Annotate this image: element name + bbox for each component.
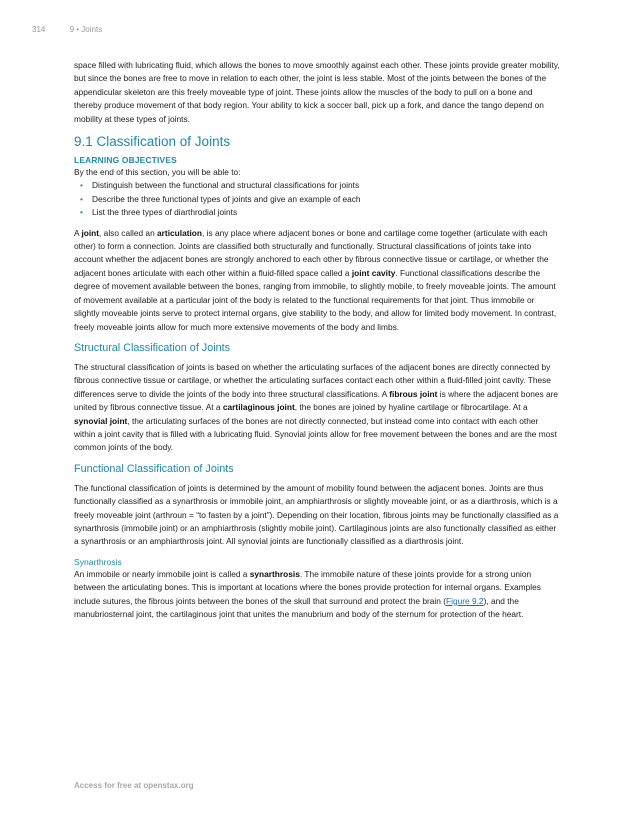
list-item: • Describe the three functional types of joints and give an example of each	[74, 193, 560, 206]
structural-heading: Structural Classification of Joints	[74, 341, 231, 354]
page-number: 314	[32, 25, 46, 34]
learning-objectives-intro: By the end of this section, you will be able to:	[74, 167, 241, 178]
list-item: • List the three types of diarthrodial joints	[74, 206, 560, 219]
figure-link[interactable]: Figure 9.2	[446, 595, 484, 606]
synarthrosis-paragraph: An immobile or nearly immobile joint is called a synarthrosis. The immobile nature of these joints provide for a strong union between the articulating bones. This is important at locations where the bones provide protection for internal organs. Examples include sutures, the fibrous joints between the bones of the skull that surround and protect the brain (Figure 9.2), and the manubriosternal joint, the cartilaginous joint that unites the manubrium and body of the sternum for protection of the heart.	[74, 568, 541, 619]
intro-paragraph: space filled with lubricating fluid, which allows the bones to move smoothly against each other. These joints provide greater mobility, but since the bones are free to move in relation to each other, the joint is less stable. Most of the joints between the bones of the appendicular skeleton are this freely moveable type of joint. These joints allow the muscles of the body to pull on a bone and thereby produce movement of that body region. Your ability to kick a soccer ball, pick up a fork, and dance the tango depend on mobility at these types of joints.	[74, 60, 560, 124]
page-body	[74, 59, 560, 628]
joint-definition-paragraph: A joint, also called an articulation, is any place where adjacent bones or bone and cartilage come together (articulate with each other) to form a connection. Joints are classified both structurally and functionally. Structural classifications of joints take into account whether the adjacent bones are strongly anchored to each other by fibrous connective tissue or cartilage, or whether the adjacent bones articulate with each other within a fluid-filled space called a joint cavity. Functional classifications describe the degree of movement available between the bones, ranging from immobile, to slightly mobile, to freely moveable joints. The amount of movement available at a particular joint of the body is related to the functional requirements for that joint. Thus immobile or slightly moveable joints serve to protect internal organs, give stability to the body, and allow for limited body movement. In contrast, freely moveable joints allow for much more extensive movements of the body and limbs.	[74, 227, 557, 332]
term-joint: joint	[81, 227, 100, 238]
list-item: • Distinguish between the functional and structural classifications for joints	[74, 179, 560, 192]
running-header	[32, 25, 102, 34]
section-title: 9.1 Classification of Joints	[74, 134, 231, 150]
learning-objectives-heading: LEARNING OBJECTIVES	[74, 155, 177, 166]
footer-text: Access for free at openstax.org	[74, 781, 194, 790]
structural-paragraph: The structural classification of joints is based on whether the articulating surfaces of the adjacent bones are directly connected by fibrous connective tissue or cartilage, or whether the articulating surfaces contact each other within a fluid-filled joint cavity. These differences serve to divide the joints of the body into three structural classifications. A fibrous joint is where the adjacent bones are united by fibrous connective tissue. At a cartilaginous joint, the bones are joined by hyaline cartilage or fibrocartilage. At a synovial joint, the articulating surfaces of the bones are not directly connected, but instead come into contact with each other within a joint cavity that is filled with a lubricating fluid. Synovial joints allow for free movement between the bones and are the most common joints of the body.	[74, 361, 559, 453]
term-synovial-joint: synovial joint	[74, 415, 128, 426]
term-cartilaginous-joint: cartilaginous joint	[222, 402, 295, 413]
synarthrosis-heading: Synarthrosis	[74, 556, 122, 567]
learning-objectives-list	[74, 179, 560, 219]
functional-paragraph: The functional classification of joints is determined by the amount of mobility found between the adjacent bones. Joints are thus functionally classified as a synarthrosis or immobile joint, an amphiarthrosis or slightly moveable joint, or as a diarthrosis, which is a freely moveable joint (arthroun = “to fasten by a joint”). Depending on their location, fibrous joints may be functionally classified as a synarthrosis (immobile joint) or an amphiarthrosis (slightly mobile joint). Cartilaginous joints are also functionally classified as either a synarthrosis or an amphiarthrosis joint. All synovial joints are functionally classified as a diarthrosis joint.	[74, 482, 559, 547]
term-articulation: articulation	[157, 227, 203, 238]
term-joint-cavity: joint cavity	[351, 267, 396, 278]
chapter-label: 9 • Joints	[69, 25, 103, 34]
term-synarthrosis: synarthrosis	[249, 568, 300, 579]
term-fibrous-joint: fibrous joint	[389, 388, 438, 399]
functional-heading: Functional Classification of Joints	[74, 462, 234, 475]
